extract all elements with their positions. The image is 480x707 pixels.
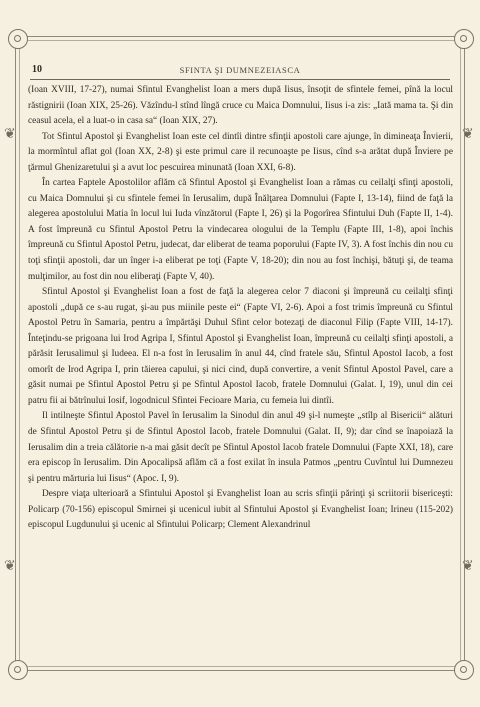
flourish-right-lower-icon: ❦	[462, 559, 474, 574]
flourish-right-icon: ❦	[462, 127, 474, 142]
header-rule	[30, 79, 450, 80]
running-title: SFINTA ŞI DUMNEZEIASCA	[179, 65, 301, 75]
corner-ornament-bottom-left	[8, 660, 28, 680]
paragraph: Sfintul Apostol şi Evanghelist Ioan a fost de faţă la alegerea celor 7 diaconi şi împreună cu ceilalţi sfinţi apostoli „după ce s-au rugat, şi-au pus miinile peste ei“ (Fapte VI, 2-6). Apoi a fost trimis împreună cu Sfintul Apostol Petru în Samaria, pentru a împărtăşi Duhul Sfint celor botezaţi de diaconul Filip (Fapte VIII, 14-17). Înteţindu-se prigoana lui Irod Agripa I, Sfintul Apostol şi Evanghelist Ioan, împreună cu ceilalţi sfinţi apostoli, a părăsit Ierusalimul şi Iudeea. El n-a fost în Ierusalim în anul 44, cînd fratele său, Sfintul Apostol Iacob, a fost omorît de Irod Agripa I, prin tăierea capului, şi nici cind, după convertire, a venit Sfintul Apostol Pavel, care a găsit numai pe Sfintul Apostol Petru şi pe Sfintul Apostol Iacob, fratele Domnului (Galat. I, 19), unul din cei patru fii ai bătrînului Iosif, logodnicul Sfintei Fecioare Maria, cu femeia lui dintîi.	[28, 287, 453, 406]
paragraph: (Ioan XVIII, 17-27), numai Sfintul Evanghelist Ioan a mers după Iisus, însoţit de sfintele femei, pînă la locul răstignirii (Ioan XIX, 25-26). Văzîndu-l stînd lîngă cruce cu Maica Domnului, Iisus i-a zis: „Iată mama ta. Şi din ceasul acela, el a luat-o in casa sa“ (Ioan XIX, 27).	[28, 85, 453, 127]
paragraph: Despre viaţa ulterioară a Sfintului Apostol şi Evanghelist Ioan au scris sfinţii părinţi şi scriitorii bisericeşti: Policarp (70-156) episcopul Smirnei şi ucenicul iubit al Sfintului Apostol şi Evanghelist Ioan; Irineu (115-202) episcopul Lugdunului şi ucenic al Sfintului Policarp; Clement Alexandrinul	[28, 489, 453, 531]
corner-ornament-top-left	[8, 29, 28, 49]
flourish-left-icon: ❦	[4, 127, 16, 142]
corner-ornament-top-right	[454, 29, 474, 49]
page-header	[30, 64, 450, 80]
paragraph: Il intilneşte Sfintul Apostol Pavel în Ierusalim la Sinodul din anul 49 şi-l numeşte „stîlp al Bisericii“ alături de Sfintul Apostol Petru şi de Sfintul Apostol Iacob, fratele Domnului (Galat. II, 9); dar cînd se înapoiază la Ierusalim din a treia călătorie n-a mai găsit decît pe Sfintul Apostol Iacob fratele Domnului (Fapte XXI, 18), care era episcop în Ierusalim. Din Apocalipsă aflăm că a fost exilat în insula Patmos „pentru Cuvîntul lui Dumnezeu şi pentru mărturia lui Iisus“ (Apoc. I, 9).	[28, 411, 453, 484]
paragraph: În cartea Faptele Apostolilor aflăm că Sfintul Apostol şi Evanghelist Ioan a rămas cu ceilalţi sfinţi apostoli, cu Maica Domnului şi cu sfintele femei în Ierusalim, după Înălţarea Domnului (Fapte I, 13-14), fiind de faţă la alegerea apostolului Matia în locul lui Iuda vînzătorul (Fapte I, 26) şi la Pogorîrea Sfintului Duh (Fapte II, 1-4). A fost împreună cu Sfintul Apostol Petru la vindecarea ologului de la Templu (Fapte III, 1-8), apoi închis împreună cu Sfintul Apostol Petru, judecat, dar eliberat de teama poporului (Fapte IV, 3). A fost închis din nou cu toţi sfinţii apostoli, dar un înger i-a eliberat pe toţi (Fapte V, 18-20); din nou au fost închişi, bătuţi şi, de teama mulţimilor, au fost din nou eliberaţi (Fapte V, 40).	[28, 178, 453, 282]
flourish-left-lower-icon: ❦	[4, 559, 16, 574]
body-text	[28, 83, 453, 534]
corner-ornament-bottom-right	[454, 660, 474, 680]
paragraph: Tot Sfintul Apostol şi Evanghelist Ioan este cel dintîi dintre sfinţii apostoli care ajunge, în dimineaţa Învierii, la mormîntul aflat gol (Ioan XX, 2-8) şi este primul care il recunoaşte pe Iisus, cînd s-a arătat după Înviere pe ţărmul Ghenizaretului şi a avut loc pescuirea minunată (Ioan XXI, 6-8).	[28, 131, 453, 173]
page-number: 10	[32, 64, 42, 75]
